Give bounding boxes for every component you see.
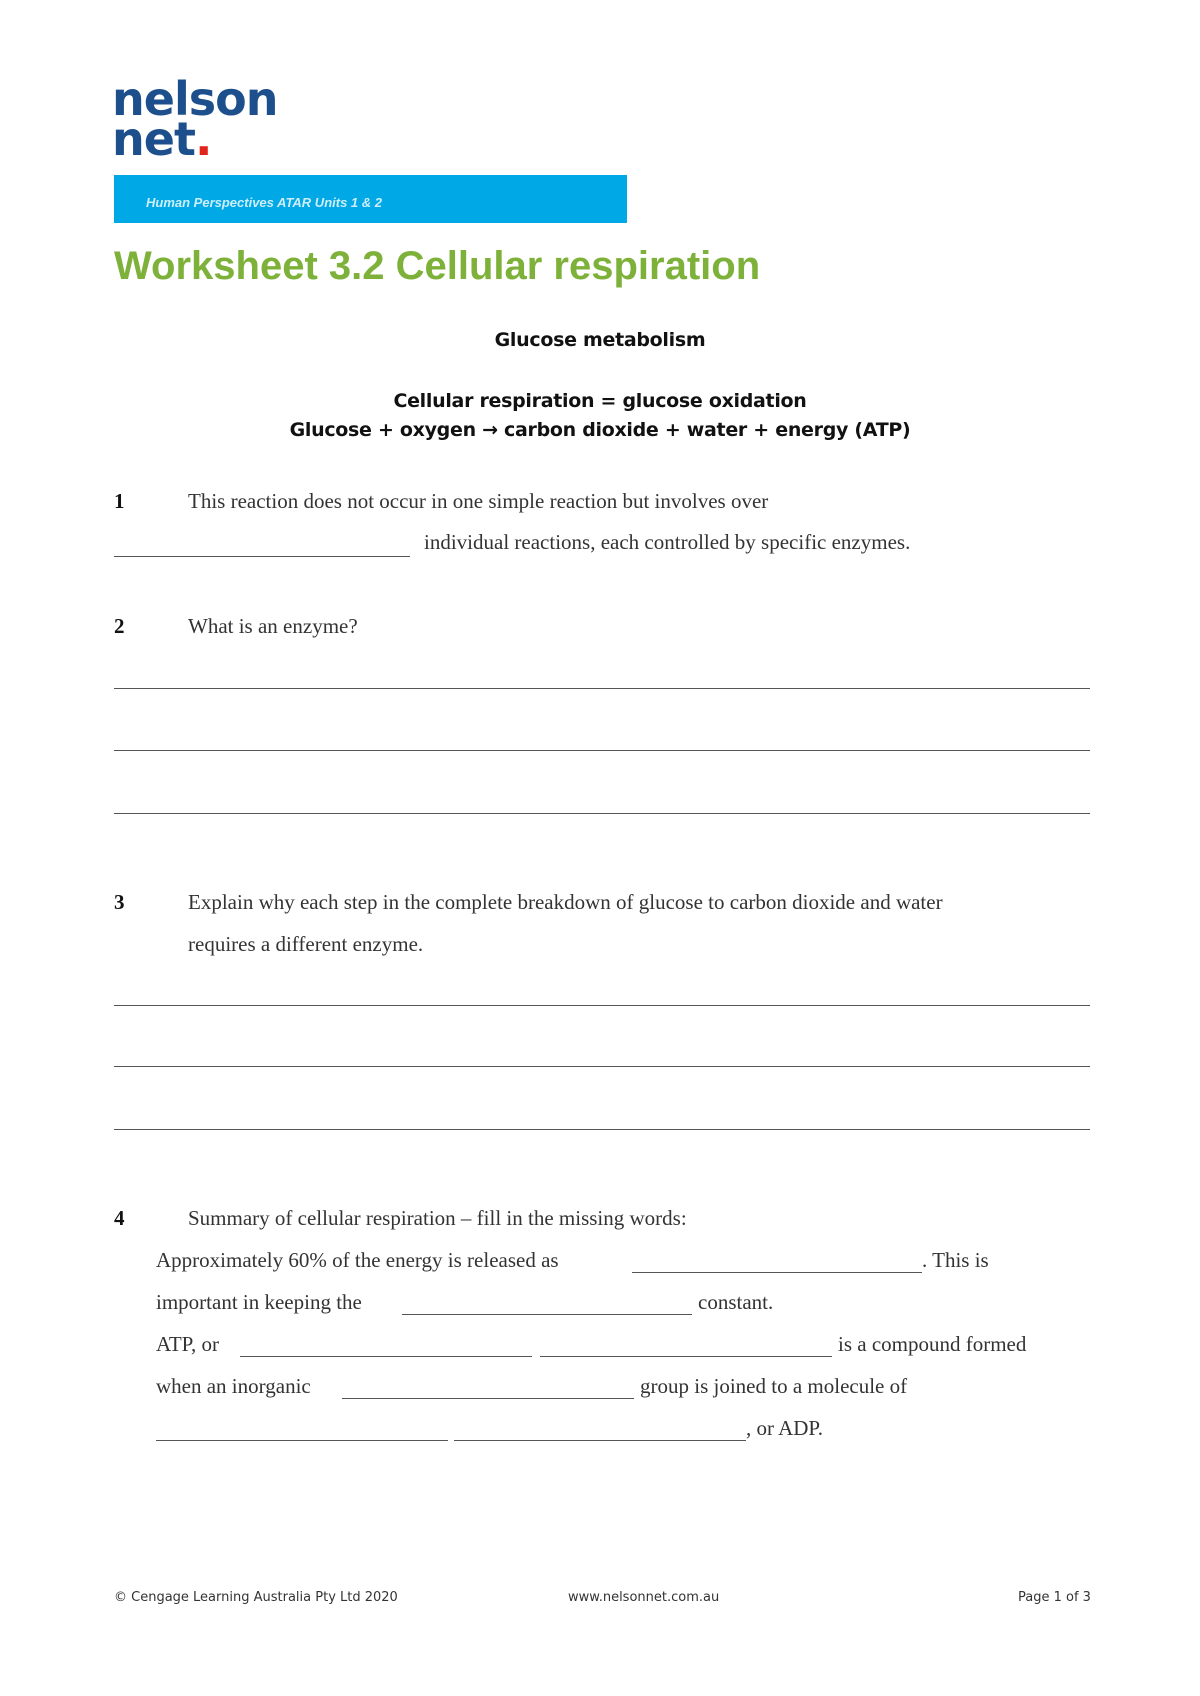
equation-line-1: Cellular respiration = glucose oxidation <box>393 390 807 412</box>
logo-red-dot: . <box>194 112 212 166</box>
question-4-number: 4 <box>114 1206 125 1230</box>
question-2-answer-line-3[interactable] <box>114 813 1090 814</box>
question-2-answer-line-2[interactable] <box>114 750 1090 751</box>
question-4-sentence-5: , or ADP. <box>746 1416 824 1440</box>
question-4-sentence-1a: Approximately 60% of the energy is released as <box>156 1248 559 1272</box>
question-4-blank-4[interactable] <box>540 1356 832 1357</box>
question-2-text: What is an enzyme? <box>188 614 358 638</box>
question-2-number: 2 <box>114 614 125 638</box>
question-1-text-line-2: individual reactions, each controlled by specific enzymes. <box>424 530 911 554</box>
question-3-answer-line-3[interactable] <box>114 1129 1090 1130</box>
question-4-blank-3[interactable] <box>240 1356 532 1357</box>
logo-line-2 <box>112 112 212 166</box>
question-3-text-line-2: requires a different enzyme. <box>188 932 424 956</box>
question-3-text-line-1: Explain why each step in the complete breakdown of glucose to carbon dioxide and water <box>188 890 943 914</box>
footer-page-number: Page 1 of 3 <box>1018 1590 1091 1605</box>
logo-line-2-text: net <box>112 112 195 166</box>
question-4-blank-6[interactable] <box>156 1440 448 1441</box>
question-4-intro: Summary of cellular respiration – fill in the missing words: <box>188 1206 687 1230</box>
question-4-sentence-3b: is a compound formed <box>838 1332 1027 1356</box>
question-4-blank-5[interactable] <box>342 1398 634 1399</box>
question-1-text-line-1: This reaction does not occur in one simple reaction but involves over <box>188 489 769 513</box>
question-3-number: 3 <box>114 890 125 914</box>
question-3-answer-line-1[interactable] <box>114 1005 1090 1006</box>
worksheet-title: Worksheet 3.2 Cellular respiration <box>114 244 761 288</box>
question-4-blank-2[interactable] <box>402 1314 692 1315</box>
question-4-blank-7[interactable] <box>454 1440 746 1441</box>
subtitle: Glucose metabolism <box>494 329 706 351</box>
question-1-number: 1 <box>114 489 125 513</box>
logo-line-1: nelson <box>112 72 278 126</box>
course-banner <box>114 175 627 223</box>
question-4-blank-1[interactable] <box>632 1272 922 1273</box>
question-4-sentence-3a: ATP, or <box>156 1332 220 1356</box>
course-banner-text: Human Perspectives ATAR Units 1 & 2 <box>146 195 382 210</box>
question-4-sentence-1b: . This is <box>922 1248 989 1272</box>
footer-url[interactable]: www.nelsonnet.com.au <box>568 1590 720 1605</box>
question-1-blank[interactable] <box>114 556 410 557</box>
question-4-sentence-4b: group is joined to a molecule of <box>640 1374 908 1398</box>
question-3-answer-line-2[interactable] <box>114 1066 1090 1067</box>
question-4-sentence-4a: when an inorganic <box>156 1374 311 1398</box>
question-4-sentence-2b: constant. <box>698 1290 774 1314</box>
question-2-answer-line-1[interactable] <box>114 688 1090 689</box>
footer-copyright: © Cengage Learning Australia Pty Ltd 2020 <box>114 1590 398 1605</box>
equation-line-2: Glucose + oxygen → carbon dioxide + water + energy (ATP) <box>289 419 911 441</box>
question-4-sentence-2a: important in keeping the <box>156 1290 362 1314</box>
